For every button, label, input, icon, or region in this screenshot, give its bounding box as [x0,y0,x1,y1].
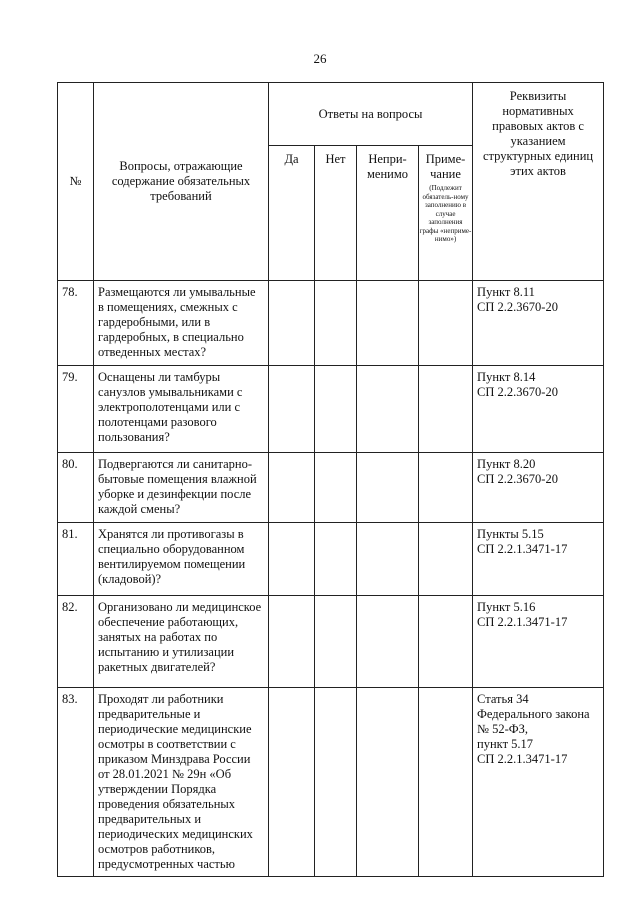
row-question: Хранятся ли противогазы в специально оборудованном вентилируемом помещении (кладовой)? [94,523,269,596]
note-cell[interactable] [419,366,473,453]
answer-yes-cell[interactable] [269,688,315,877]
header-note-label: Приме- чание [425,152,466,181]
header-yes: Да [269,146,315,281]
answer-na-cell[interactable] [357,596,419,688]
header-note-hint: (Подлежит обязатель-ному заполнению в случае заполнения графы «неприме-нимо») [419,184,472,243]
row-number: 80. [58,453,94,523]
header-acts: Реквизиты нормативных правовых актов с указанием структурных единиц этих актов [473,83,604,281]
row-question: Подвергаются ли санитарно-бытовые помещения влажной уборке и дезинфекции после каждой смены? [94,453,269,523]
answer-na-cell[interactable] [357,366,419,453]
row-reference: Статья 34 Федерального закона № 52-ФЗ, пункт 5.17 СП 2.2.1.3471-17 [473,688,604,877]
table-row [58,596,604,688]
table-row [58,688,604,877]
header-answers: Ответы на вопросы [269,83,473,146]
row-question: Проходят ли работники предварительные и периодические медицинские осмотры в соответствии с приказом Минздрава России от 28.01.2021 № 29н «Об утверждении Порядка проведения обязательных предварительных и периодических медицинских осмотров работников, предусмотренных частью [94,688,269,877]
header-no: Нет [315,146,357,281]
row-reference: Пункты 5.15 СП 2.2.1.3471-17 [473,523,604,596]
answer-yes-cell[interactable] [269,523,315,596]
note-cell[interactable] [419,688,473,877]
answer-no-cell[interactable] [315,523,357,596]
answer-no-cell[interactable] [315,281,357,366]
note-cell[interactable] [419,596,473,688]
header-question: Вопросы, отражающие содержание обязательных требований [94,83,269,281]
answer-na-cell[interactable] [357,688,419,877]
answer-no-cell[interactable] [315,688,357,877]
note-cell[interactable] [419,281,473,366]
note-cell[interactable] [419,453,473,523]
answer-no-cell[interactable] [315,596,357,688]
row-number: 83. [58,688,94,877]
row-reference: Пункт 8.11 СП 2.2.3670-20 [473,281,604,366]
row-question: Организовано ли медицинское обеспечение работающих, занятых на работах по испытанию и утилизации ракетных двигателей? [94,596,269,688]
row-number: 82. [58,596,94,688]
answer-yes-cell[interactable] [269,281,315,366]
requirements-table [57,82,604,877]
answer-na-cell[interactable] [357,281,419,366]
header-note [419,146,473,281]
table-row [58,523,604,596]
answer-no-cell[interactable] [315,453,357,523]
answer-yes-cell[interactable] [269,453,315,523]
header-row-top [58,83,604,146]
table-row [58,366,604,453]
row-reference: Пункт 5.16 СП 2.2.1.3471-17 [473,596,604,688]
row-question: Оснащены ли тамбуры санузлов умывальниками с электрополотенцами или с полотенцами разового пользования? [94,366,269,453]
answer-no-cell[interactable] [315,366,357,453]
header-not-applicable: Непри- менимо [357,146,419,281]
header-num: № [58,83,94,281]
answer-yes-cell[interactable] [269,596,315,688]
row-number: 81. [58,523,94,596]
answer-na-cell[interactable] [357,453,419,523]
answer-na-cell[interactable] [357,523,419,596]
row-number: 79. [58,366,94,453]
row-reference: Пункт 8.20 СП 2.2.3670-20 [473,453,604,523]
answer-yes-cell[interactable] [269,366,315,453]
note-cell[interactable] [419,523,473,596]
row-reference: Пункт 8.14 СП 2.2.3670-20 [473,366,604,453]
page-number: 26 [313,51,327,66]
table-row [58,281,604,366]
table-row [58,453,604,523]
row-question: Размещаются ли умывальные в помещениях, смежных с гардеробными, или в гардеробных, в специально отведенных местах? [94,281,269,366]
row-number: 78. [58,281,94,366]
